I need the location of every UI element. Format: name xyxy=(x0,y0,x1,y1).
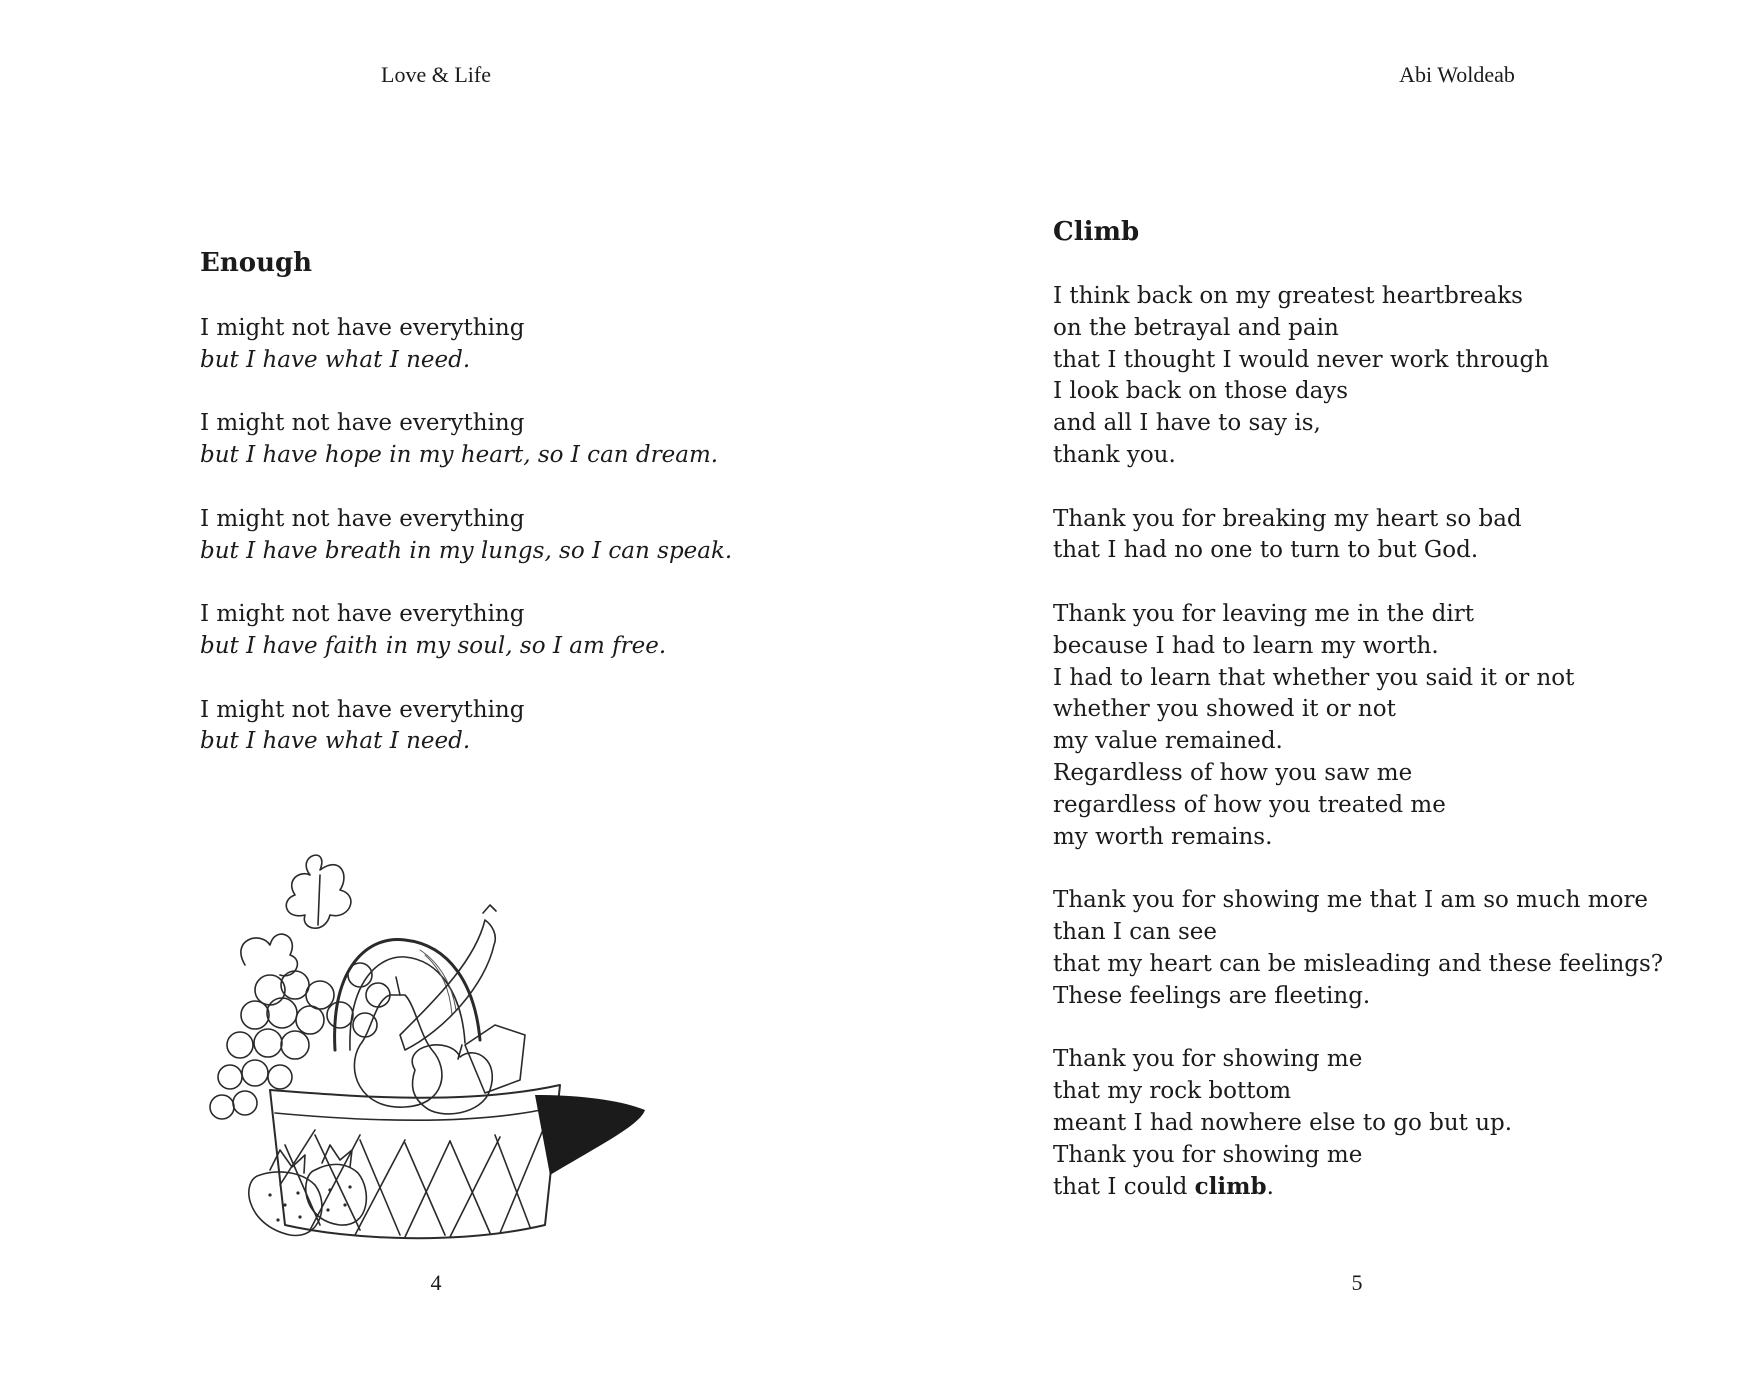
poem-title-enough: Enough xyxy=(200,248,313,278)
poem-line: but I have faith in my soul, so I am free. xyxy=(200,632,667,659)
poem-line: that I thought I would never work through xyxy=(1053,346,1550,373)
poem-line: Thank you for showing me that I am so much more xyxy=(1053,887,1649,914)
poem-line: I might not have everything xyxy=(200,696,525,723)
poem-line: than I can see xyxy=(1053,918,1218,945)
poem-line: I might not have everything xyxy=(200,315,525,341)
running-head-author: Abi Woldeab xyxy=(1399,62,1515,87)
poem-line: but I have hope in my heart, so I can dream. xyxy=(200,442,719,469)
poem-line: I think back on my greatest heartbreaks xyxy=(1053,283,1523,309)
stanza xyxy=(200,504,820,568)
poem-line: whether you showed it or not xyxy=(1053,696,1396,723)
poem-line: I had to learn that whether you said it or not xyxy=(1053,664,1575,691)
poem-line: Thank you for showing me xyxy=(1053,1046,1363,1073)
poem-line: but I have what I need. xyxy=(200,346,471,373)
poem-line: and all I have to say is, xyxy=(1053,410,1321,437)
poem-enough xyxy=(200,313,820,790)
stanza xyxy=(200,408,820,472)
poem-line: Thank you for leaving me in the dirt xyxy=(1053,600,1474,627)
poem-line: that I had no one to turn to but God. xyxy=(1053,537,1479,564)
poem-line: regardless of how you treated me xyxy=(1053,791,1446,818)
stanza xyxy=(200,695,820,759)
stanza xyxy=(1053,281,1713,472)
stanza xyxy=(1053,885,1713,1012)
stanza xyxy=(1053,599,1713,853)
poem-line: meant I had nowhere else to go but up. xyxy=(1053,1109,1513,1136)
poem-line: I look back on those days xyxy=(1053,378,1349,405)
poem-line: I might not have everything xyxy=(200,505,525,532)
fruit-basket-sketch-icon xyxy=(200,845,660,1245)
poem-line: because I had to learn my worth. xyxy=(1053,632,1439,659)
stanza xyxy=(1053,1044,1713,1204)
poem-line: Regardless of how you saw me xyxy=(1053,759,1413,786)
poem-line: my worth remains. xyxy=(1053,823,1273,850)
poem-line: that my rock bottom xyxy=(1053,1077,1292,1104)
poem-line: Thank you for breaking my heart so bad xyxy=(1053,505,1522,532)
poem-line: These feelings are fleeting. xyxy=(1053,982,1371,1009)
poem-title-climb: Climb xyxy=(1053,217,1140,247)
stanza xyxy=(200,599,820,663)
poem-climb xyxy=(1053,281,1713,1236)
poem-line: on the betrayal and pain xyxy=(1053,314,1339,341)
final-line-suffix: . xyxy=(1266,1174,1274,1201)
final-line-prefix: that I could xyxy=(1053,1174,1195,1201)
final-line-emphasis: climb xyxy=(1194,1173,1267,1201)
right-page xyxy=(872,0,1744,1396)
poem-line: but I have what I need. xyxy=(200,728,471,755)
poem-line: Thank you for showing me xyxy=(1053,1141,1363,1168)
page-number: 5 xyxy=(1351,1270,1363,1295)
poem-line: my value remained. xyxy=(1053,728,1283,755)
page-number: 4 xyxy=(430,1270,442,1295)
poem-line: I might not have everything xyxy=(200,601,525,628)
poem-line: thank you. xyxy=(1053,441,1176,468)
poem-line: but I have breath in my lungs, so I can speak. xyxy=(200,537,733,564)
stanza xyxy=(1053,504,1713,568)
poem-final-line xyxy=(1053,1171,1713,1204)
running-head-book-title: Love & Life xyxy=(381,62,491,87)
poem-line: that my heart can be misleading and these feelings? xyxy=(1053,950,1664,977)
stanza xyxy=(200,313,820,377)
poem-line: I might not have everything xyxy=(200,410,525,437)
